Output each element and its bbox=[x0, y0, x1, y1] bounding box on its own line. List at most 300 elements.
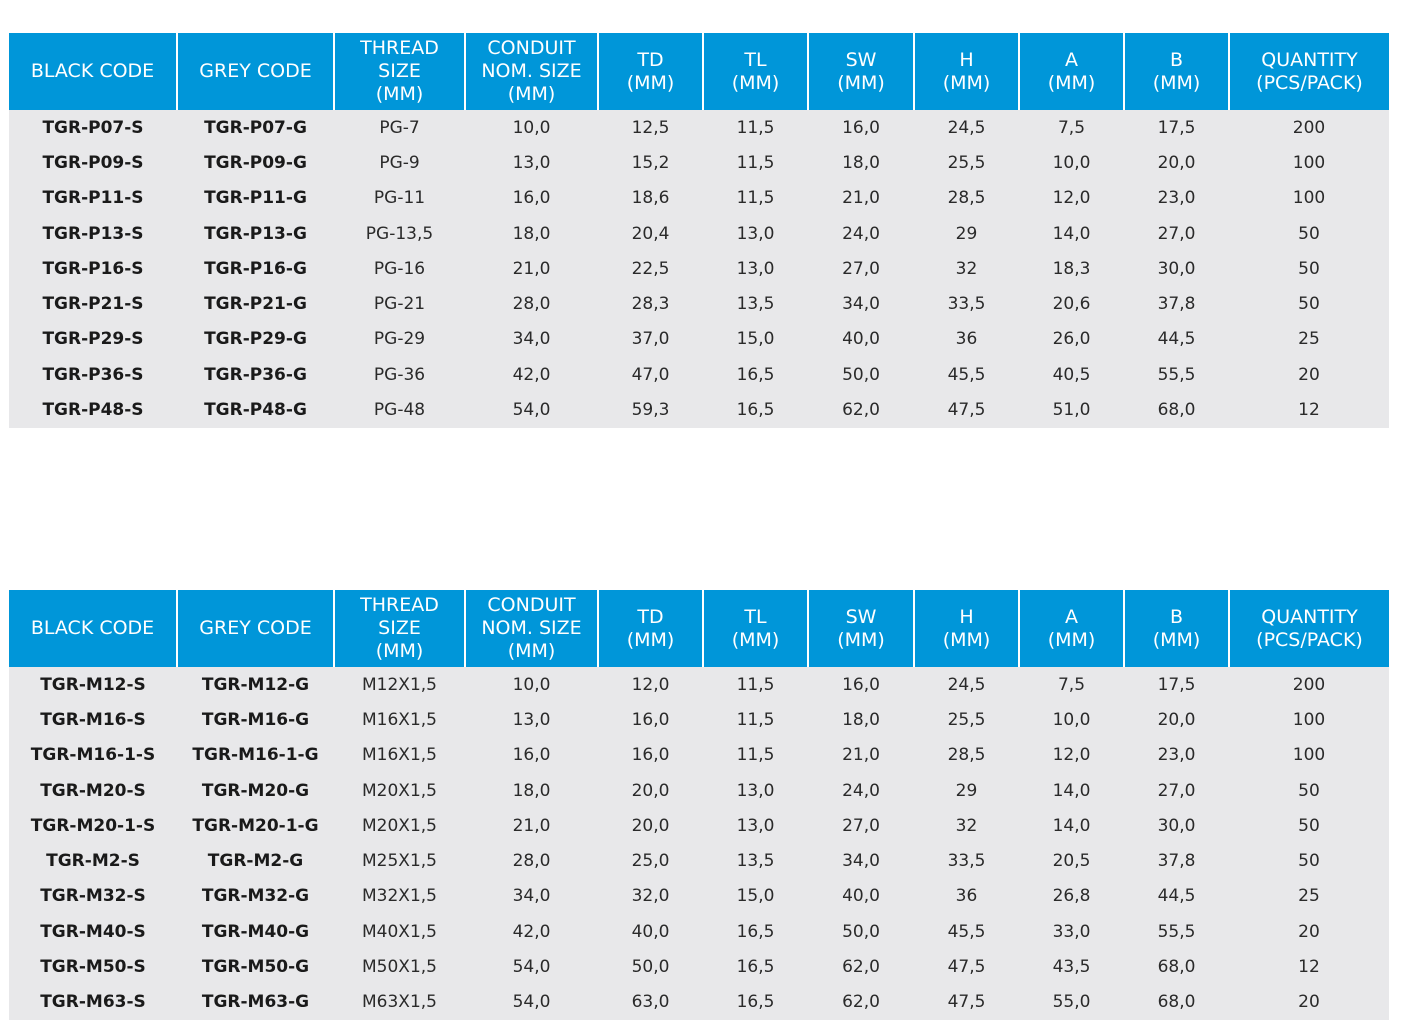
cell-td: 25,0 bbox=[598, 843, 703, 878]
column-header-conduit-nom-size bbox=[465, 33, 598, 110]
cell-black-code: TGR-P16-S bbox=[9, 251, 177, 286]
cell-h: 47,5 bbox=[914, 985, 1019, 1020]
cell-conduit-nom-size: 42,0 bbox=[465, 914, 598, 949]
cell-sw: 62,0 bbox=[808, 949, 914, 984]
cell-sw: 27,0 bbox=[808, 808, 914, 843]
column-header-b bbox=[1124, 590, 1229, 667]
column-header-td bbox=[598, 590, 703, 667]
cell-b: 44,5 bbox=[1124, 322, 1229, 357]
cell-grey-code: TGR-P48-G bbox=[177, 392, 334, 427]
cell-sw: 18,0 bbox=[808, 145, 914, 180]
cell-conduit-nom-size: 18,0 bbox=[465, 216, 598, 251]
cell-conduit-nom-size: 42,0 bbox=[465, 357, 598, 392]
cell-conduit-nom-size: 28,0 bbox=[465, 843, 598, 878]
cell-b: 68,0 bbox=[1124, 985, 1229, 1020]
column-header-line: (MM) bbox=[731, 71, 780, 94]
cell-thread-size: PG-16 bbox=[334, 251, 465, 286]
cell-quantity: 50 bbox=[1229, 808, 1389, 843]
cell-conduit-nom-size: 28,0 bbox=[465, 286, 598, 321]
cell-td: 50,0 bbox=[598, 949, 703, 984]
cell-h: 33,5 bbox=[914, 843, 1019, 878]
cell-conduit-nom-size: 54,0 bbox=[465, 949, 598, 984]
cell-quantity: 12 bbox=[1229, 949, 1389, 984]
header-row bbox=[9, 590, 1389, 667]
cell-grey-code: TGR-P07-G bbox=[177, 110, 334, 145]
cell-a: 26,8 bbox=[1019, 879, 1124, 914]
cell-tl: 16,5 bbox=[703, 357, 808, 392]
cell-b: 68,0 bbox=[1124, 392, 1229, 427]
cell-a: 10,0 bbox=[1019, 702, 1124, 737]
cell-sw: 24,0 bbox=[808, 216, 914, 251]
cell-thread-size: M63X1,5 bbox=[334, 985, 465, 1020]
cell-sw: 40,0 bbox=[808, 322, 914, 357]
cell-thread-size: M32X1,5 bbox=[334, 879, 465, 914]
header-row bbox=[9, 33, 1389, 110]
column-header-grey-code bbox=[177, 33, 334, 110]
column-header-line: SW bbox=[845, 605, 877, 628]
cell-quantity: 50 bbox=[1229, 773, 1389, 808]
cell-thread-size: M16X1,5 bbox=[334, 702, 465, 737]
column-header-line: (PCS/PACK) bbox=[1256, 71, 1363, 94]
table-row bbox=[9, 843, 1389, 878]
cell-conduit-nom-size: 16,0 bbox=[465, 181, 598, 216]
cell-quantity: 25 bbox=[1229, 322, 1389, 357]
cell-a: 43,5 bbox=[1019, 949, 1124, 984]
column-header-tl bbox=[703, 590, 808, 667]
cell-thread-size: M16X1,5 bbox=[334, 738, 465, 773]
cell-conduit-nom-size: 13,0 bbox=[465, 145, 598, 180]
cell-quantity: 50 bbox=[1229, 843, 1389, 878]
cell-conduit-nom-size: 21,0 bbox=[465, 251, 598, 286]
cell-td: 32,0 bbox=[598, 879, 703, 914]
column-header-a bbox=[1019, 33, 1124, 110]
cell-a: 14,0 bbox=[1019, 808, 1124, 843]
cell-thread-size: PG-9 bbox=[334, 145, 465, 180]
table-row bbox=[9, 738, 1389, 773]
column-header-line: (MM) bbox=[837, 71, 885, 94]
table-row bbox=[9, 392, 1389, 427]
column-header-grey-code bbox=[177, 590, 334, 667]
cell-a: 18,3 bbox=[1019, 251, 1124, 286]
table-row bbox=[9, 949, 1389, 984]
cell-td: 12,5 bbox=[598, 110, 703, 145]
cell-quantity: 200 bbox=[1229, 667, 1389, 702]
cell-thread-size: M40X1,5 bbox=[334, 914, 465, 949]
cell-a: 10,0 bbox=[1019, 145, 1124, 180]
cell-quantity: 100 bbox=[1229, 145, 1389, 180]
cell-black-code: TGR-M12-S bbox=[9, 667, 177, 702]
cell-black-code: TGR-M16-1-S bbox=[9, 738, 177, 773]
column-header-line: SW bbox=[845, 48, 877, 71]
cell-a: 12,0 bbox=[1019, 181, 1124, 216]
cell-b: 55,5 bbox=[1124, 357, 1229, 392]
cell-a: 55,0 bbox=[1019, 985, 1124, 1020]
cell-td: 16,0 bbox=[598, 702, 703, 737]
cell-quantity: 50 bbox=[1229, 216, 1389, 251]
cell-td: 28,3 bbox=[598, 286, 703, 321]
cell-h: 47,5 bbox=[914, 949, 1019, 984]
cell-grey-code: TGR-M20-1-G bbox=[177, 808, 334, 843]
cell-a: 51,0 bbox=[1019, 392, 1124, 427]
cell-conduit-nom-size: 34,0 bbox=[465, 879, 598, 914]
cell-b: 23,0 bbox=[1124, 181, 1229, 216]
pg-thread-table bbox=[9, 33, 1389, 428]
table-row bbox=[9, 808, 1389, 843]
cell-sw: 16,0 bbox=[808, 667, 914, 702]
cell-thread-size: PG-36 bbox=[334, 357, 465, 392]
cell-b: 68,0 bbox=[1124, 949, 1229, 984]
cell-tl: 11,5 bbox=[703, 181, 808, 216]
cell-quantity: 20 bbox=[1229, 357, 1389, 392]
cell-grey-code: TGR-P11-G bbox=[177, 181, 334, 216]
column-header-line: (MM) bbox=[626, 628, 675, 651]
cell-thread-size: PG-7 bbox=[334, 110, 465, 145]
cell-tl: 11,5 bbox=[703, 702, 808, 737]
cell-tl: 13,0 bbox=[703, 808, 808, 843]
cell-tl: 13,0 bbox=[703, 216, 808, 251]
column-header-sw bbox=[808, 33, 914, 110]
cell-black-code: TGR-M20-1-S bbox=[9, 808, 177, 843]
cell-sw: 34,0 bbox=[808, 843, 914, 878]
cell-black-code: TGR-M20-S bbox=[9, 773, 177, 808]
cell-sw: 62,0 bbox=[808, 392, 914, 427]
table-row bbox=[9, 914, 1389, 949]
cell-quantity: 200 bbox=[1229, 110, 1389, 145]
cell-black-code: TGR-M63-S bbox=[9, 985, 177, 1020]
cell-a: 14,0 bbox=[1019, 216, 1124, 251]
table-row bbox=[9, 286, 1389, 321]
cell-quantity: 100 bbox=[1229, 738, 1389, 773]
column-header-line: GREY CODE bbox=[199, 617, 312, 639]
cell-td: 47,0 bbox=[598, 357, 703, 392]
column-header-line: H bbox=[959, 605, 974, 628]
column-header-b bbox=[1124, 33, 1229, 110]
cell-black-code: TGR-P11-S bbox=[9, 181, 177, 216]
cell-thread-size: PG-11 bbox=[334, 181, 465, 216]
column-header-line: B bbox=[1169, 48, 1184, 71]
cell-thread-size: M20X1,5 bbox=[334, 808, 465, 843]
column-header-line: NOM. SIZE bbox=[481, 60, 582, 82]
cell-quantity: 50 bbox=[1229, 286, 1389, 321]
cell-sw: 21,0 bbox=[808, 181, 914, 216]
column-header-line: H bbox=[959, 48, 974, 71]
cell-b: 20,0 bbox=[1124, 702, 1229, 737]
cell-h: 45,5 bbox=[914, 357, 1019, 392]
table-row bbox=[9, 181, 1389, 216]
cell-grey-code: TGR-M63-G bbox=[177, 985, 334, 1020]
column-header-line: BLACK CODE bbox=[30, 60, 155, 82]
cell-quantity: 50 bbox=[1229, 251, 1389, 286]
cell-thread-size: PG-48 bbox=[334, 392, 465, 427]
column-header-line: QUANTITY bbox=[1261, 48, 1358, 71]
cell-thread-size: M50X1,5 bbox=[334, 949, 465, 984]
cell-grey-code: TGR-P09-G bbox=[177, 145, 334, 180]
table-row bbox=[9, 251, 1389, 286]
cell-black-code: TGR-P07-S bbox=[9, 110, 177, 145]
table-body bbox=[9, 110, 1389, 428]
cell-h: 28,5 bbox=[914, 738, 1019, 773]
cell-b: 44,5 bbox=[1124, 879, 1229, 914]
cell-h: 45,5 bbox=[914, 914, 1019, 949]
cell-td: 12,0 bbox=[598, 667, 703, 702]
cell-sw: 40,0 bbox=[808, 879, 914, 914]
cell-conduit-nom-size: 10,0 bbox=[465, 667, 598, 702]
cell-h: 36 bbox=[914, 879, 1019, 914]
cell-conduit-nom-size: 18,0 bbox=[465, 773, 598, 808]
column-header-conduit-nom-size bbox=[465, 590, 598, 667]
cell-black-code: TGR-M32-S bbox=[9, 879, 177, 914]
cell-conduit-nom-size: 13,0 bbox=[465, 702, 598, 737]
column-header-line: (MM) bbox=[375, 83, 424, 105]
cell-td: 59,3 bbox=[598, 392, 703, 427]
column-header-line: (PCS/PACK) bbox=[1256, 628, 1363, 651]
cell-tl: 11,5 bbox=[703, 145, 808, 180]
table-header bbox=[9, 590, 1389, 667]
cell-grey-code: TGR-P36-G bbox=[177, 357, 334, 392]
cell-sw: 16,0 bbox=[808, 110, 914, 145]
cell-black-code: TGR-P36-S bbox=[9, 357, 177, 392]
cell-h: 32 bbox=[914, 251, 1019, 286]
column-header-line: THREAD bbox=[360, 37, 439, 59]
cell-h: 32 bbox=[914, 808, 1019, 843]
cell-a: 20,5 bbox=[1019, 843, 1124, 878]
cell-h: 25,5 bbox=[914, 145, 1019, 180]
cell-b: 17,5 bbox=[1124, 667, 1229, 702]
column-header-line: GREY CODE bbox=[199, 60, 312, 82]
column-header-line: TD bbox=[637, 48, 664, 71]
cell-b: 20,0 bbox=[1124, 145, 1229, 180]
cell-h: 24,5 bbox=[914, 110, 1019, 145]
cell-b: 23,0 bbox=[1124, 738, 1229, 773]
column-header-line: (MM) bbox=[942, 71, 991, 94]
cell-tl: 13,0 bbox=[703, 251, 808, 286]
cell-grey-code: TGR-M16-G bbox=[177, 702, 334, 737]
cell-black-code: TGR-M16-S bbox=[9, 702, 177, 737]
cell-conduit-nom-size: 16,0 bbox=[465, 738, 598, 773]
cell-black-code: TGR-P09-S bbox=[9, 145, 177, 180]
cell-b: 27,0 bbox=[1124, 773, 1229, 808]
table-row bbox=[9, 667, 1389, 702]
cell-quantity: 25 bbox=[1229, 879, 1389, 914]
cell-tl: 15,0 bbox=[703, 879, 808, 914]
column-header-line: TL bbox=[744, 48, 767, 71]
column-header-line: B bbox=[1169, 605, 1184, 628]
column-header-black-code bbox=[9, 590, 177, 667]
column-header-line: TL bbox=[744, 605, 767, 628]
cell-sw: 27,0 bbox=[808, 251, 914, 286]
column-header-line: TD bbox=[637, 605, 664, 628]
column-header-line: CONDUIT bbox=[487, 37, 576, 59]
column-header-line: (MM) bbox=[1047, 71, 1096, 94]
cell-h: 36 bbox=[914, 322, 1019, 357]
cell-b: 27,0 bbox=[1124, 216, 1229, 251]
table-header bbox=[9, 33, 1389, 110]
table-row bbox=[9, 773, 1389, 808]
cell-grey-code: TGR-M2-G bbox=[177, 843, 334, 878]
cell-tl: 16,5 bbox=[703, 914, 808, 949]
cell-h: 28,5 bbox=[914, 181, 1019, 216]
metric-thread-table bbox=[9, 590, 1389, 1020]
column-header-line: (MM) bbox=[1152, 71, 1201, 94]
cell-a: 40,5 bbox=[1019, 357, 1124, 392]
cell-thread-size: PG-21 bbox=[334, 286, 465, 321]
column-header-h bbox=[914, 33, 1019, 110]
column-header-line: (MM) bbox=[1152, 628, 1201, 651]
cell-sw: 21,0 bbox=[808, 738, 914, 773]
cell-td: 40,0 bbox=[598, 914, 703, 949]
cell-black-code: TGR-P29-S bbox=[9, 322, 177, 357]
cell-thread-size: M12X1,5 bbox=[334, 667, 465, 702]
column-header-line: (MM) bbox=[507, 640, 556, 662]
table-row bbox=[9, 357, 1389, 392]
cell-quantity: 20 bbox=[1229, 985, 1389, 1020]
table-body bbox=[9, 667, 1389, 1020]
table-row bbox=[9, 110, 1389, 145]
cell-black-code: TGR-M50-S bbox=[9, 949, 177, 984]
cell-a: 7,5 bbox=[1019, 667, 1124, 702]
cell-h: 25,5 bbox=[914, 702, 1019, 737]
column-header-thread-size bbox=[334, 33, 465, 110]
table-row bbox=[9, 702, 1389, 737]
cell-tl: 11,5 bbox=[703, 667, 808, 702]
cell-td: 15,2 bbox=[598, 145, 703, 180]
column-header-line: THREAD bbox=[360, 594, 439, 616]
cell-sw: 24,0 bbox=[808, 773, 914, 808]
cell-tl: 13,0 bbox=[703, 773, 808, 808]
cell-td: 37,0 bbox=[598, 322, 703, 357]
column-header-line: (MM) bbox=[626, 71, 675, 94]
cell-thread-size: PG-13,5 bbox=[334, 216, 465, 251]
column-header-thread-size bbox=[334, 590, 465, 667]
cell-conduit-nom-size: 34,0 bbox=[465, 322, 598, 357]
cell-grey-code: TGR-M40-G bbox=[177, 914, 334, 949]
cell-b: 37,8 bbox=[1124, 843, 1229, 878]
cell-grey-code: TGR-M16-1-G bbox=[177, 738, 334, 773]
cell-black-code: TGR-M2-S bbox=[9, 843, 177, 878]
cell-tl: 15,0 bbox=[703, 322, 808, 357]
column-header-line: A bbox=[1065, 605, 1078, 628]
cell-h: 29 bbox=[914, 773, 1019, 808]
column-header-td bbox=[598, 33, 703, 110]
table-row bbox=[9, 145, 1389, 180]
table-row bbox=[9, 322, 1389, 357]
cell-quantity: 20 bbox=[1229, 914, 1389, 949]
cell-b: 37,8 bbox=[1124, 286, 1229, 321]
cell-td: 20,0 bbox=[598, 773, 703, 808]
cell-a: 12,0 bbox=[1019, 738, 1124, 773]
cell-a: 14,0 bbox=[1019, 773, 1124, 808]
cell-h: 24,5 bbox=[914, 667, 1019, 702]
column-header-line: (MM) bbox=[507, 83, 556, 105]
cell-td: 16,0 bbox=[598, 738, 703, 773]
cell-tl: 16,5 bbox=[703, 985, 808, 1020]
column-header-line: SIZE bbox=[378, 617, 421, 639]
cell-black-code: TGR-P21-S bbox=[9, 286, 177, 321]
column-header-line: CONDUIT bbox=[487, 594, 576, 616]
column-header-a bbox=[1019, 590, 1124, 667]
cell-grey-code: TGR-M12-G bbox=[177, 667, 334, 702]
cell-td: 18,6 bbox=[598, 181, 703, 216]
cell-tl: 16,5 bbox=[703, 949, 808, 984]
cell-thread-size: M20X1,5 bbox=[334, 773, 465, 808]
column-header-h bbox=[914, 590, 1019, 667]
column-header-quantity bbox=[1229, 33, 1389, 110]
column-header-sw bbox=[808, 590, 914, 667]
cell-a: 26,0 bbox=[1019, 322, 1124, 357]
cell-sw: 50,0 bbox=[808, 914, 914, 949]
cell-sw: 50,0 bbox=[808, 357, 914, 392]
cell-quantity: 100 bbox=[1229, 702, 1389, 737]
column-header-line: (MM) bbox=[942, 628, 991, 651]
cell-td: 63,0 bbox=[598, 985, 703, 1020]
cell-b: 30,0 bbox=[1124, 808, 1229, 843]
cell-b: 55,5 bbox=[1124, 914, 1229, 949]
cell-black-code: TGR-P48-S bbox=[9, 392, 177, 427]
column-header-line: (MM) bbox=[375, 640, 424, 662]
cell-grey-code: TGR-P21-G bbox=[177, 286, 334, 321]
cell-black-code: TGR-P13-S bbox=[9, 216, 177, 251]
cell-thread-size: PG-29 bbox=[334, 322, 465, 357]
cell-conduit-nom-size: 54,0 bbox=[465, 985, 598, 1020]
column-header-quantity bbox=[1229, 590, 1389, 667]
cell-b: 30,0 bbox=[1124, 251, 1229, 286]
cell-b: 17,5 bbox=[1124, 110, 1229, 145]
column-header-line: NOM. SIZE bbox=[481, 617, 582, 639]
column-header-line: QUANTITY bbox=[1261, 605, 1358, 628]
cell-grey-code: TGR-P13-G bbox=[177, 216, 334, 251]
cell-tl: 11,5 bbox=[703, 738, 808, 773]
cell-grey-code: TGR-M20-G bbox=[177, 773, 334, 808]
cell-tl: 13,5 bbox=[703, 843, 808, 878]
column-header-line: (MM) bbox=[1047, 628, 1096, 651]
table-row bbox=[9, 216, 1389, 251]
cell-h: 29 bbox=[914, 216, 1019, 251]
column-header-line: (MM) bbox=[731, 628, 780, 651]
table-row bbox=[9, 985, 1389, 1020]
cell-a: 20,6 bbox=[1019, 286, 1124, 321]
cell-conduit-nom-size: 21,0 bbox=[465, 808, 598, 843]
cell-td: 20,4 bbox=[598, 216, 703, 251]
cell-tl: 11,5 bbox=[703, 110, 808, 145]
cell-sw: 62,0 bbox=[808, 985, 914, 1020]
cell-quantity: 100 bbox=[1229, 181, 1389, 216]
cell-h: 33,5 bbox=[914, 286, 1019, 321]
table-row bbox=[9, 879, 1389, 914]
cell-black-code: TGR-M40-S bbox=[9, 914, 177, 949]
cell-h: 47,5 bbox=[914, 392, 1019, 427]
column-header-line: BLACK CODE bbox=[30, 617, 155, 639]
cell-tl: 13,5 bbox=[703, 286, 808, 321]
column-header-line: (MM) bbox=[837, 628, 885, 651]
column-header-line: SIZE bbox=[378, 60, 421, 82]
cell-tl: 16,5 bbox=[703, 392, 808, 427]
cell-a: 33,0 bbox=[1019, 914, 1124, 949]
cell-td: 20,0 bbox=[598, 808, 703, 843]
cell-quantity: 12 bbox=[1229, 392, 1389, 427]
cell-grey-code: TGR-P16-G bbox=[177, 251, 334, 286]
cell-sw: 18,0 bbox=[808, 702, 914, 737]
cell-grey-code: TGR-M50-G bbox=[177, 949, 334, 984]
cell-td: 22,5 bbox=[598, 251, 703, 286]
cell-sw: 34,0 bbox=[808, 286, 914, 321]
column-header-black-code bbox=[9, 33, 177, 110]
cell-grey-code: TGR-P29-G bbox=[177, 322, 334, 357]
cell-conduit-nom-size: 54,0 bbox=[465, 392, 598, 427]
cell-a: 7,5 bbox=[1019, 110, 1124, 145]
cell-thread-size: M25X1,5 bbox=[334, 843, 465, 878]
cell-conduit-nom-size: 10,0 bbox=[465, 110, 598, 145]
cell-grey-code: TGR-M32-G bbox=[177, 879, 334, 914]
